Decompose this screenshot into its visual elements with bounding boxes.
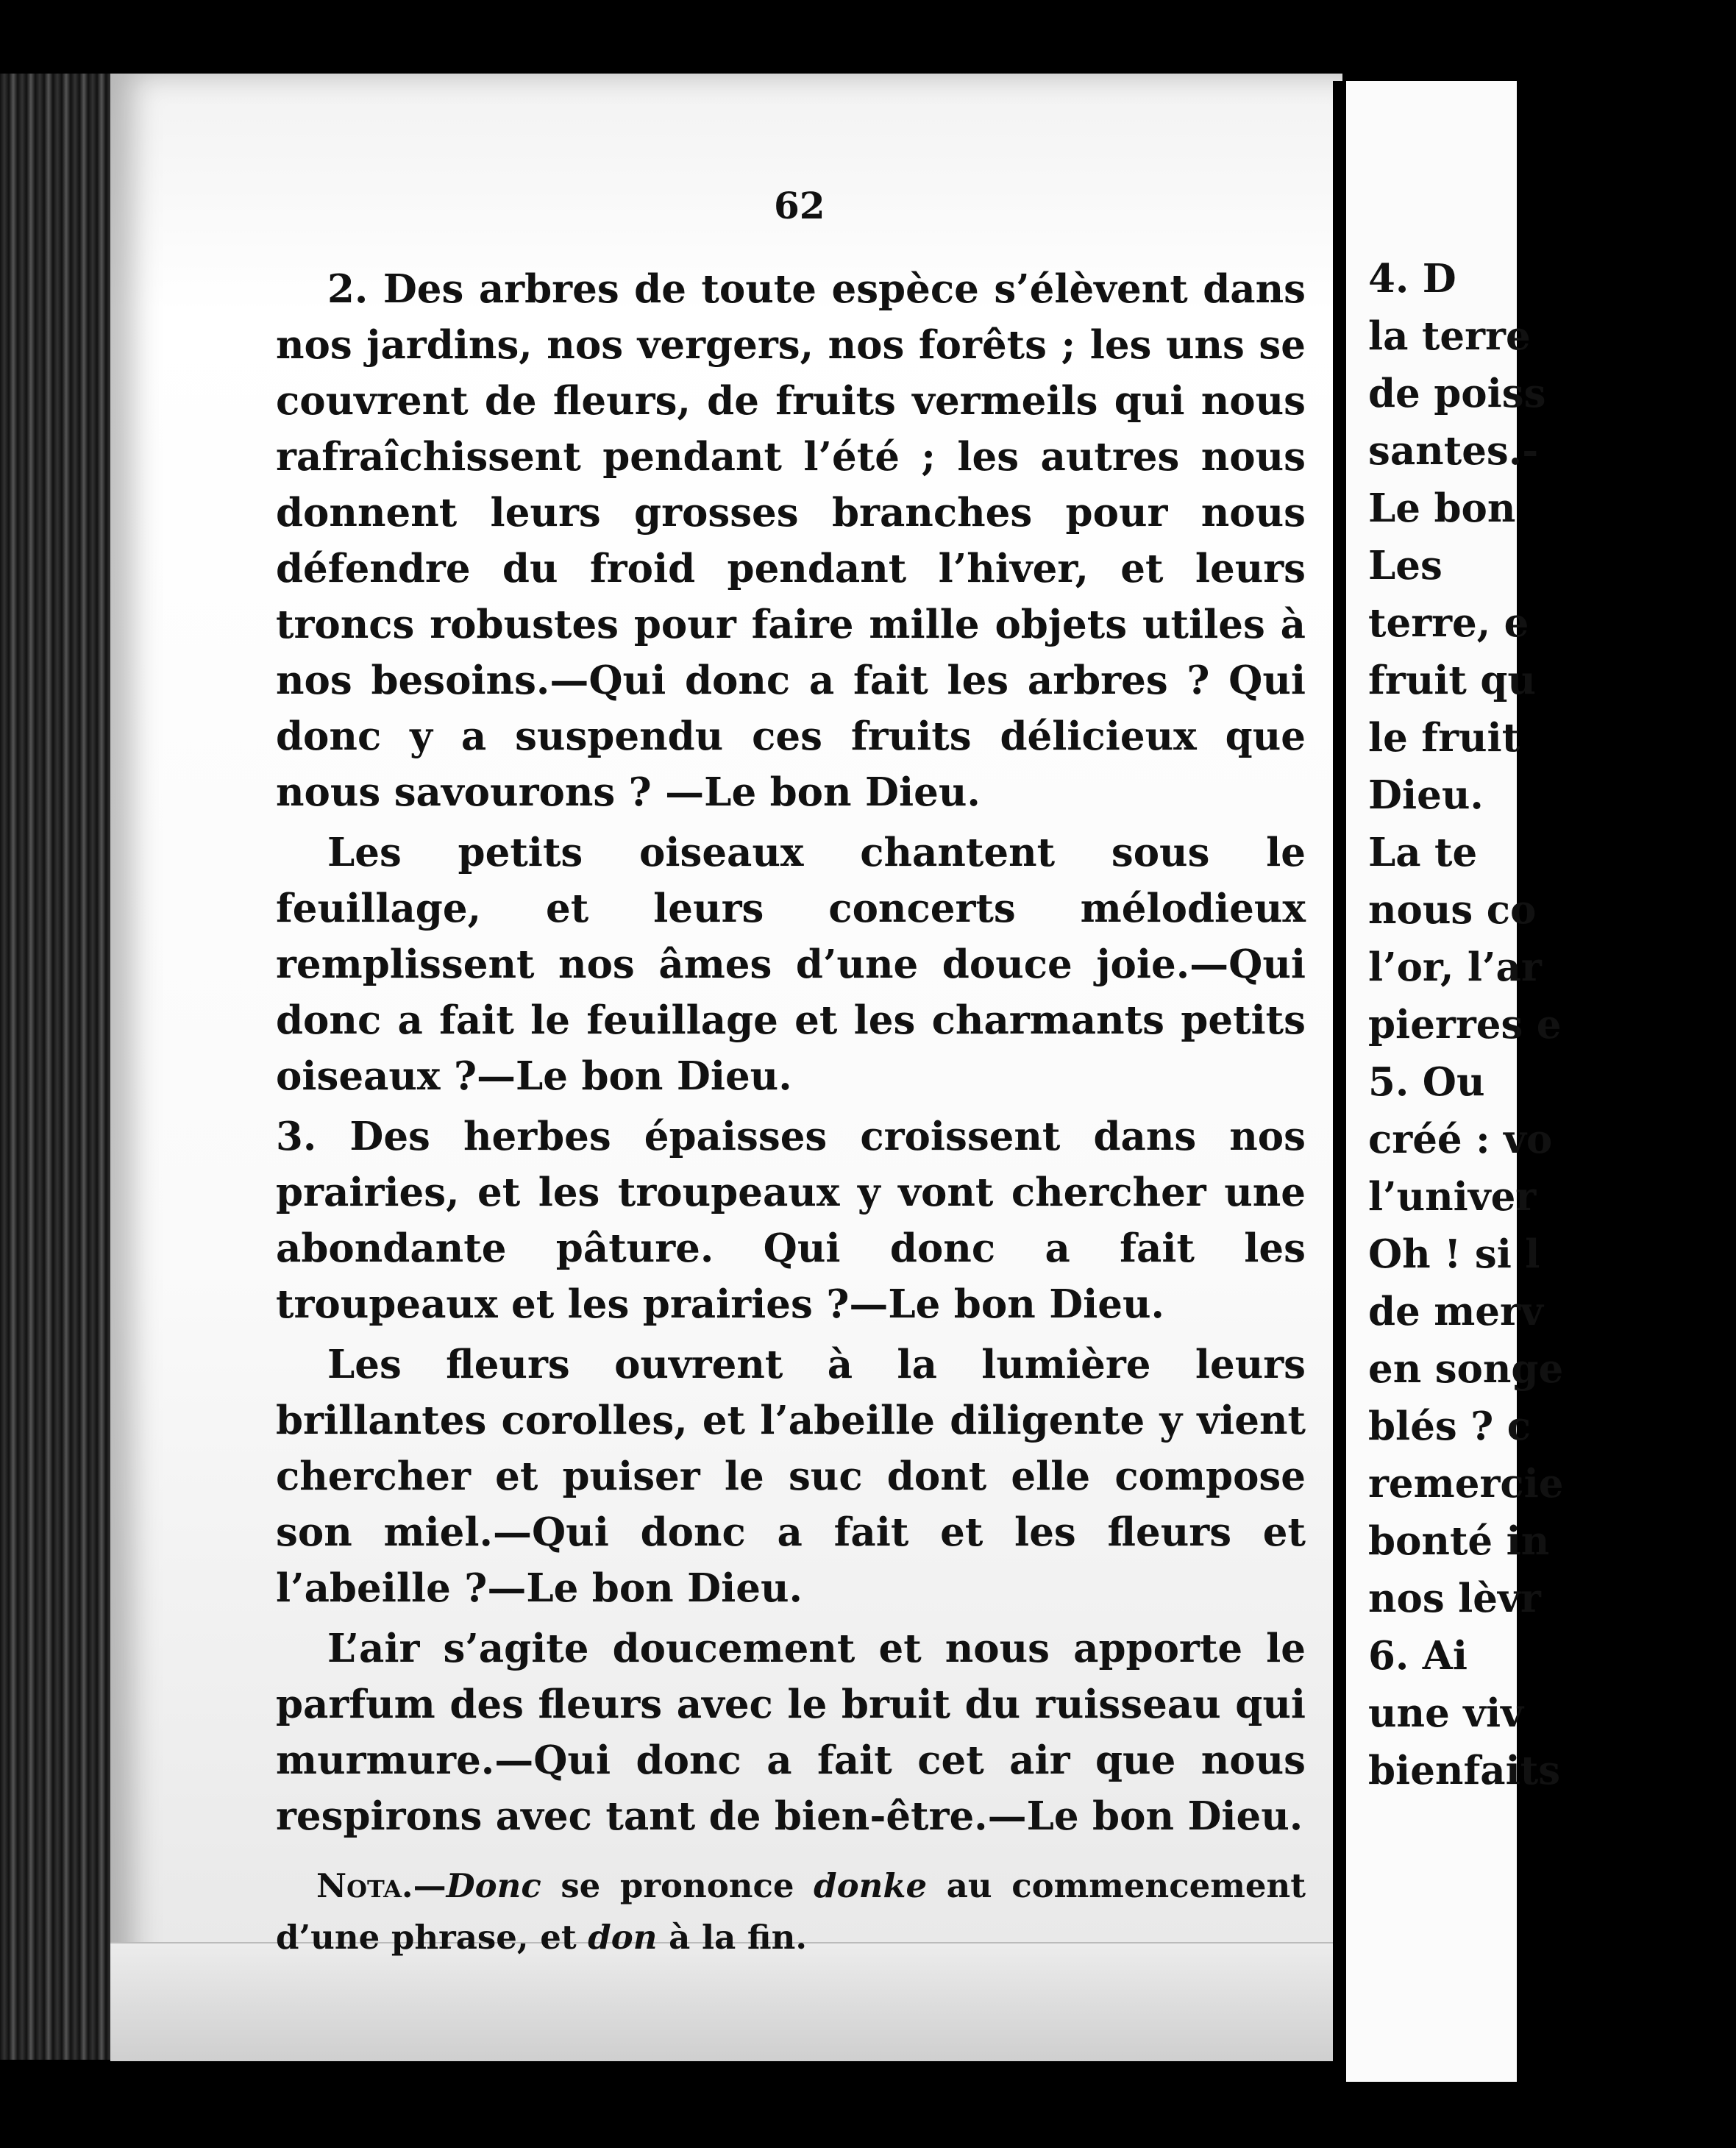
right-page-text: [1368, 250, 1736, 1799]
right-page-line: Les: [1368, 543, 1442, 588]
nota-text-1: se prononce: [541, 1866, 814, 1905]
paragraph-3: 3. Des herbes épaisses croissent dans nos prairies, et les troupeaux y vont chercher une abondante pâture. Qui donc a fait les troupeaux et les prairies ?—Le bon Dieu.: [276, 1114, 1306, 1327]
right-page-line: 5. Ou: [1368, 1059, 1485, 1105]
right-page-line: de poiss: [1368, 371, 1546, 416]
right-page-line: santes.-: [1368, 428, 1539, 474]
nota-word-donke: donke: [814, 1866, 928, 1905]
book-gutter: [1333, 81, 1346, 2082]
right-page-line: bienfaits: [1368, 1748, 1561, 1793]
nota-word-don: don: [588, 1918, 658, 1957]
right-page-line: 6. Ai: [1368, 1633, 1468, 1679]
right-page-line: fruit qu: [1368, 658, 1536, 703]
right-page-line: terre, e: [1368, 600, 1529, 646]
nota-dash: —: [413, 1866, 447, 1905]
right-page: [1346, 81, 1564, 2082]
right-page-line: le fruit: [1368, 715, 1520, 761]
right-page-line: remercie: [1368, 1461, 1564, 1507]
right-page-line: l’or, l’ar: [1368, 945, 1542, 990]
book-spine: [0, 74, 110, 2060]
right-page-line: en songe: [1368, 1346, 1564, 1392]
paragraph-2: Les petits oiseaux chantent sous le feuillage, et leurs concerts mélodieux remplissent nos âmes d’une douce joie.—Qui donc a fait le feuillage et les charmants petits oiseaux ?—Le bon Dieu.: [276, 830, 1306, 1099]
right-page-line: bonté in: [1368, 1518, 1550, 1564]
right-page-line: de merv: [1368, 1289, 1543, 1334]
right-page-line: Le bon: [1368, 486, 1516, 531]
right-page-line: nous co: [1368, 887, 1537, 933]
paragraph-5: L’air s’agite doucement et nous apporte le parfum des fleurs avec le bruit du ruisseau qui murmure.—Qui donc a fait cet air que nous respirons avec tant de bien-être.—Le bon Dieu.: [276, 1626, 1306, 1839]
right-page-line: 4. D: [1368, 256, 1456, 302]
right-page-line: blés ? c: [1368, 1404, 1531, 1449]
page-content: [276, 261, 1306, 1996]
nota-text-3: à la fin.: [657, 1918, 808, 1957]
paragraph-4: Les fleurs ouvrent à la lumière leurs brillantes corolles, et l’abeille diligente y vient chercher et puiser le suc dont elle compose son miel.—Qui donc a fait et les fleurs et l’abeille ?—Le bon Dieu.: [276, 1342, 1306, 1611]
nota-word-donc: Donc: [446, 1866, 541, 1905]
page-number: 62: [774, 184, 825, 227]
right-page-line: pierres e: [1368, 1002, 1562, 1048]
right-page-line: la terre: [1368, 313, 1531, 359]
right-page-line: nos lèvr: [1368, 1576, 1541, 1621]
nota-text-2: au commencement d’une phrase, et: [276, 1866, 1306, 1957]
paragraph-1: 2. Des arbres de toute espèce s’élèvent dans nos jardins, nos vergers, nos forêts ; les uns se couvrent de fleurs, de fruits vermeils qui nous rafraîchissent pendant l’été ; les autres nous donnent leurs grosses branches pour nous défendre du froid pendant l’hiver, et leurs troncs robustes pour faire mille objets utiles à nos besoins.—Qui donc a fait les arbres ? Qui donc y a suspendu ces fruits délicieux que nous savourons ? —Le bon Dieu.: [276, 266, 1306, 815]
right-page-line: Dieu.: [1368, 772, 1484, 818]
nota-label: Nota.: [316, 1866, 413, 1905]
right-page-line: une viv: [1368, 1690, 1523, 1736]
right-page-line: La te: [1368, 830, 1478, 875]
right-page-line: Oh ! si l: [1368, 1231, 1540, 1277]
right-page-line: l’univer: [1368, 1174, 1537, 1220]
right-page-line: créé : vo: [1368, 1117, 1553, 1162]
nota-note: [276, 1860, 1306, 1963]
